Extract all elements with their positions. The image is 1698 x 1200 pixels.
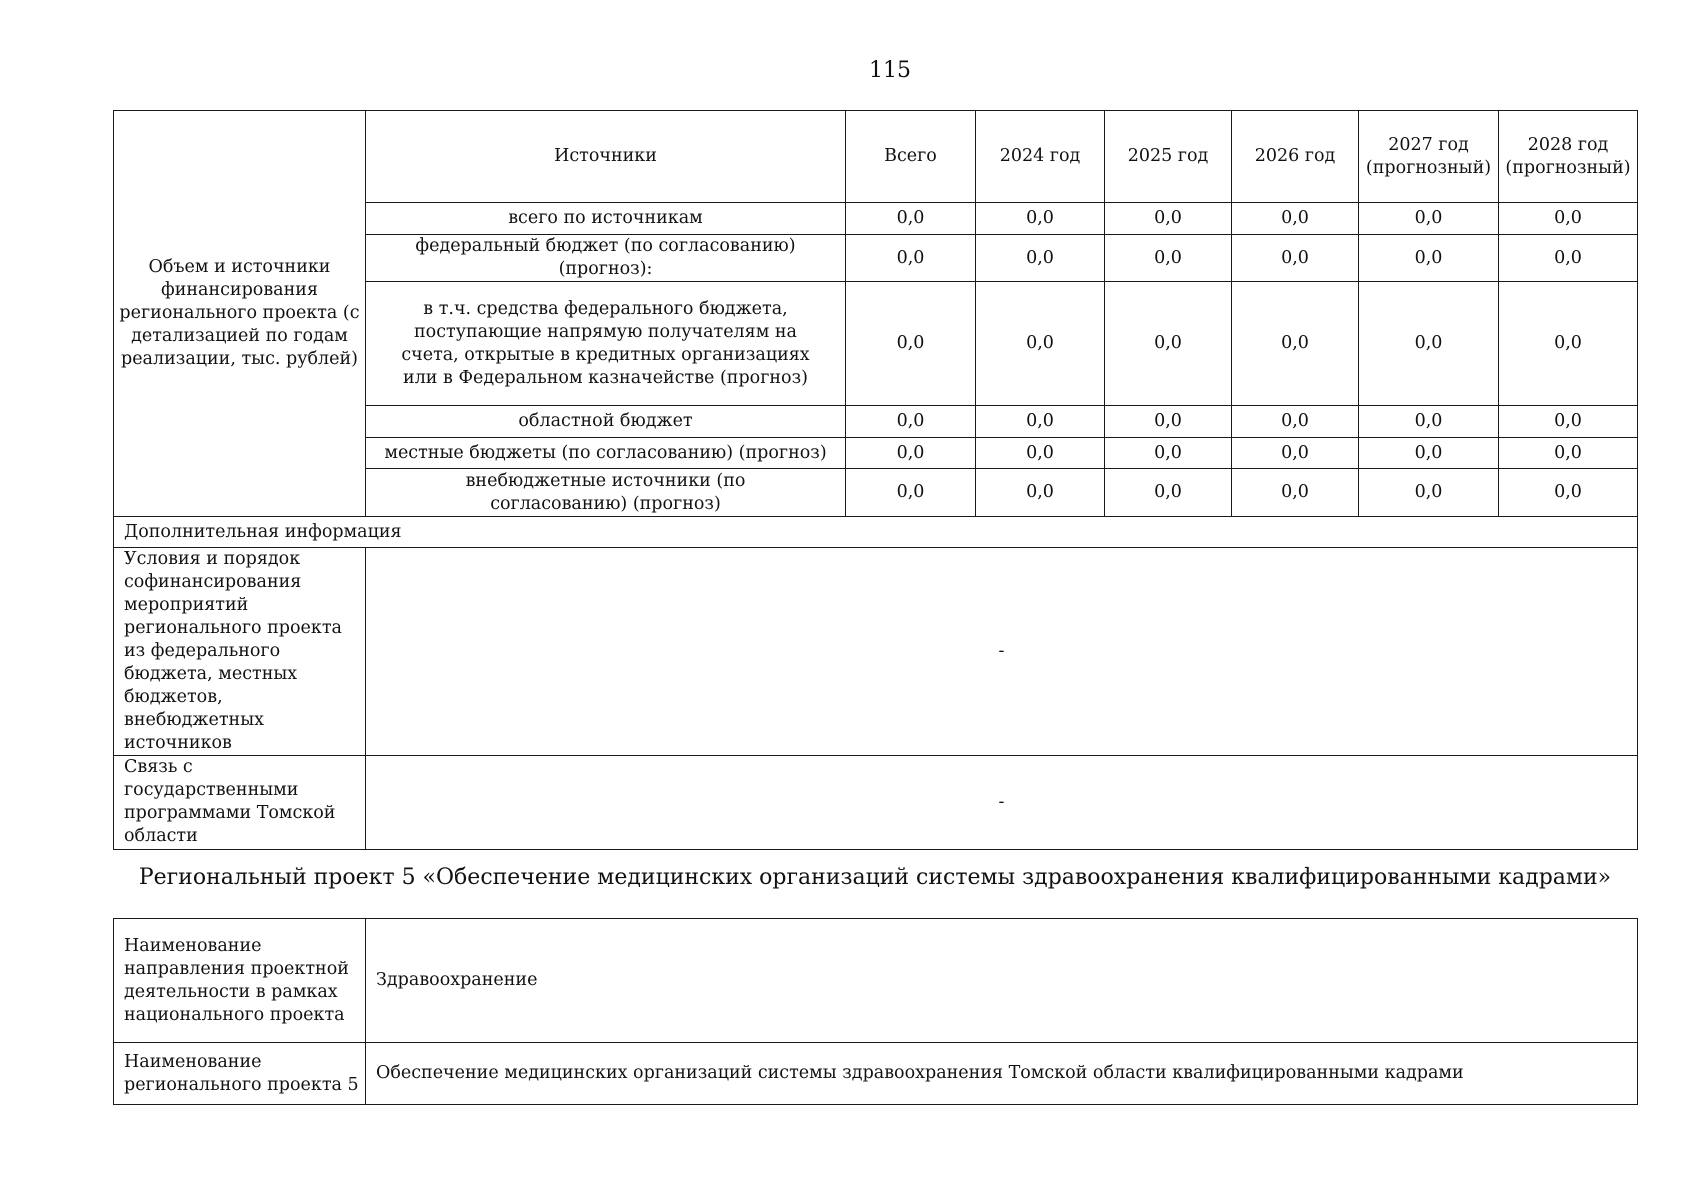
value-cell: 0,0 [1105,469,1232,517]
value-cell: 0,0 [1105,406,1232,438]
value-cell: 0,0 [1359,203,1499,235]
value-cell: 0,0 [1105,203,1232,235]
source-cell: областной бюджет [366,406,846,438]
value-cell: 0,0 [846,438,976,469]
value-cell: 0,0 [1359,235,1499,282]
value-cell: 0,0 [1499,282,1638,406]
program-link-row [114,756,1638,850]
header-2024: 2024 год [976,111,1105,203]
value-cell: 0,0 [846,203,976,235]
program-link-label: Связь с государственными программами Томской области [114,756,366,850]
value-cell: 0,0 [976,203,1105,235]
value-cell: 0,0 [1232,469,1359,517]
direction-value: Здравоохранение [366,919,1638,1043]
value-cell: 0,0 [1359,282,1499,406]
value-cell: 0,0 [1499,203,1638,235]
value-cell: 0,0 [1359,469,1499,517]
value-cell: 0,0 [846,235,976,282]
value-cell: 0,0 [1232,203,1359,235]
project-passport-table [113,918,1638,1105]
direction-row [114,919,1638,1043]
page-number: 115 [869,58,911,83]
source-cell: всего по источникам [366,203,846,235]
cofinancing-label: Условия и порядок софинансирования мероприятий регионального проекта из федерального бюджета, местных бюджетов, внебюджетных источников [114,548,366,756]
value-cell: 0,0 [846,282,976,406]
header-2028: 2028 год (прогнозный) [1499,111,1638,203]
value-cell: 0,0 [1499,438,1638,469]
value-cell: 0,0 [1105,282,1232,406]
cofinancing-value: - [366,548,1638,756]
additional-info-row [114,517,1638,548]
value-cell: 0,0 [1232,282,1359,406]
value-cell: 0,0 [1105,438,1232,469]
value-cell: 0,0 [1359,438,1499,469]
project-name-value: Обеспечение медицинских организаций системы здравоохранения Томской области квалифицированными кадрами [366,1043,1638,1105]
source-cell: в т.ч. средства федерального бюджета, поступающие напрямую получателям на счета, открытые в кредитных организациях или в Федеральном казначействе (прогноз) [366,282,846,406]
header-total: Всего [846,111,976,203]
value-cell: 0,0 [1232,235,1359,282]
value-cell: 0,0 [976,406,1105,438]
source-cell: местные бюджеты (по согласованию) (прогноз) [366,438,846,469]
value-cell: 0,0 [976,469,1105,517]
value-cell: 0,0 [1232,406,1359,438]
cofinancing-row [114,548,1638,756]
header-sources: Источники [366,111,846,203]
value-cell: 0,0 [1499,235,1638,282]
financing-table [113,110,1638,850]
value-cell: 0,0 [976,235,1105,282]
additional-info-heading: Дополнительная информация [114,517,1638,548]
header-2025: 2025 год [1105,111,1232,203]
project-name-label: Наименование регионального проекта 5 [114,1043,366,1105]
source-cell: внебюджетные источники (по согласованию) (прогноз) [366,469,846,517]
value-cell: 0,0 [1499,469,1638,517]
value-cell: 0,0 [1105,235,1232,282]
header-2026: 2026 год [1232,111,1359,203]
value-cell: 0,0 [1232,438,1359,469]
header-2027: 2027 год (прогнозный) [1359,111,1499,203]
source-cell: федеральный бюджет (по согласованию) (прогноз): [366,235,846,282]
value-cell: 0,0 [976,438,1105,469]
project-name-row [114,1043,1638,1105]
value-cell: 0,0 [1499,406,1638,438]
value-cell: 0,0 [846,469,976,517]
financing-row-label: Объем и источники финансирования регионального проекта (с детализацией по годам реализации, тыс. рублей) [114,111,366,517]
value-cell: 0,0 [976,282,1105,406]
value-cell: 0,0 [846,406,976,438]
section-title: Региональный проект 5 «Обеспечение медицинских организаций системы здравоохранения квалифицированными кадрами» [138,865,1612,890]
header-row [114,111,1638,203]
program-link-value: - [366,756,1638,850]
value-cell: 0,0 [1359,406,1499,438]
direction-label: Наименование направления проектной деятельности в рамках национального проекта [114,919,366,1043]
